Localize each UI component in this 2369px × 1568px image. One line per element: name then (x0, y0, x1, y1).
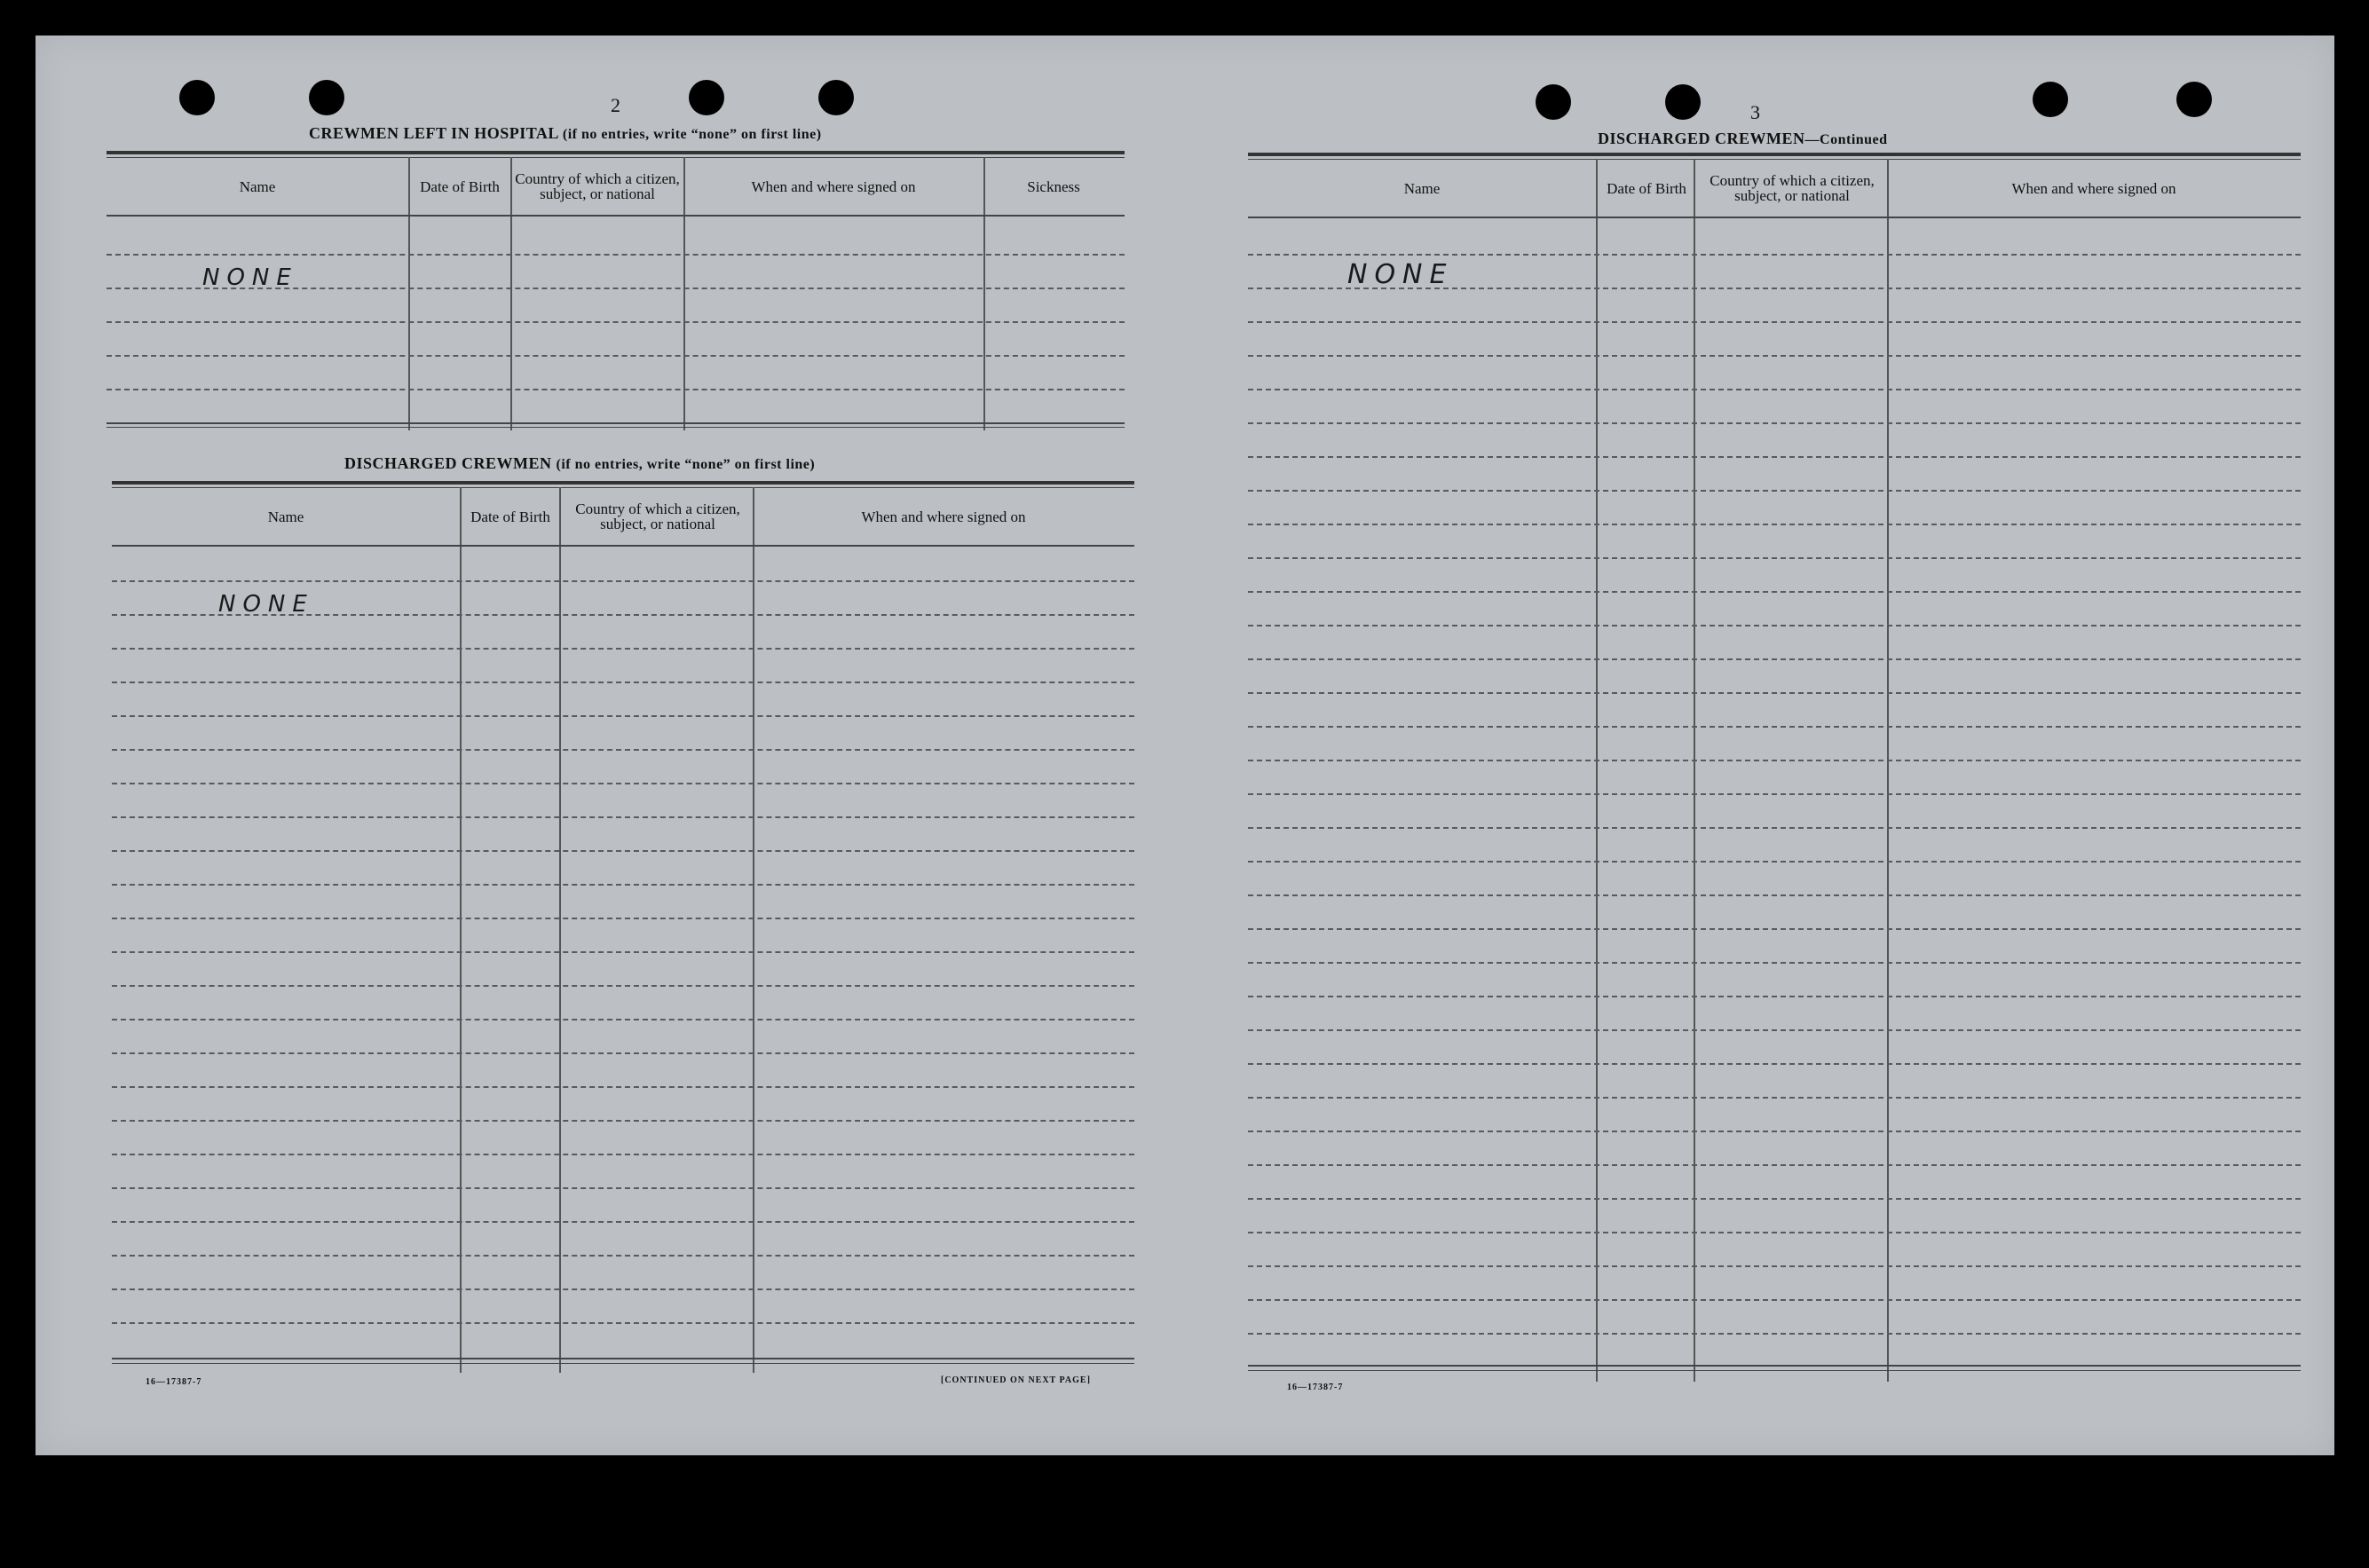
column-header-country: Country of which a citizen, subject, or national (1710, 172, 1875, 204)
table-top-rule (107, 151, 1125, 154)
punch-hole (1665, 84, 1701, 120)
column-header-date-of-birth: Date of Birth (420, 177, 500, 195)
handwritten-entry: NONE (1347, 259, 1454, 290)
column-header-signed-on: When and where signed on (861, 508, 1026, 525)
row-line (1248, 1097, 2301, 1099)
row-line (1248, 321, 2301, 323)
row-line (112, 1052, 1134, 1054)
row-line (1248, 490, 2301, 492)
column-header-signed-on: When and where signed on (2011, 179, 2176, 197)
row-line (1248, 760, 2301, 761)
punch-hole (689, 80, 724, 115)
table-bottom-rule (107, 427, 1125, 428)
table-bottom-rule (1248, 1370, 2301, 1371)
row-line (112, 1086, 1134, 1088)
row-line (112, 850, 1134, 852)
row-line (112, 1288, 1134, 1290)
punch-hole (2176, 82, 2212, 117)
row-line (1248, 1198, 2301, 1200)
row-line (1248, 1063, 2301, 1065)
row-line (112, 749, 1134, 751)
table-top-rule (112, 481, 1134, 485)
row-line (112, 682, 1134, 683)
section-title-text: CREWMEN LEFT IN HOSPITAL (309, 124, 558, 142)
column-header-name: Name (1403, 179, 1441, 197)
row-line (1248, 996, 2301, 997)
row-line (112, 1154, 1134, 1155)
punch-hole (1536, 84, 1571, 120)
hospital-table (107, 151, 1125, 430)
row-line (1248, 1029, 2301, 1031)
table-bottom-rule (1248, 1365, 2301, 1367)
row-line (107, 321, 1125, 323)
row-line (112, 1221, 1134, 1223)
row-line (1248, 1164, 2301, 1166)
row-line (112, 1255, 1134, 1257)
section-subtitle: (if no entries, write “none” on first line) (556, 457, 816, 472)
row-line (1248, 692, 2301, 694)
row-line (112, 1019, 1134, 1020)
column-divider (753, 487, 754, 1373)
page-number: 2 (611, 94, 620, 116)
column-header-name: Name (239, 177, 276, 195)
handwritten-entry: NONE (202, 264, 298, 291)
table-bottom-rule (107, 422, 1125, 424)
row-line (112, 1322, 1134, 1324)
column-header-country: Country of which a citizen, subject, or national (575, 500, 740, 532)
row-line (112, 816, 1134, 818)
discharged-continued-table (1248, 153, 2301, 1382)
row-line (1248, 1131, 2301, 1132)
table-bottom-rule (112, 1358, 1134, 1359)
column-header-date-of-birth: Date of Birth (1607, 179, 1686, 197)
row-line (1248, 422, 2301, 424)
row-line (107, 254, 1125, 256)
section-title (344, 454, 815, 473)
row-line (112, 1187, 1134, 1189)
row-line (1248, 793, 2301, 795)
row-line (1248, 625, 2301, 626)
section-title (1598, 130, 1888, 148)
row-line (1248, 894, 2301, 896)
section-subtitle: (if no entries, write “none” on first line) (562, 127, 822, 142)
row-line (112, 951, 1134, 953)
section-title (309, 124, 822, 143)
column-header-sickness: Sickness (1027, 177, 1080, 195)
row-line (1248, 524, 2301, 525)
row-line (107, 355, 1125, 357)
form-code: 16—17387-7 (1287, 1383, 1344, 1392)
punch-hole (2033, 82, 2068, 117)
punch-hole (309, 80, 344, 115)
row-line (112, 648, 1134, 650)
row-line (1248, 1232, 2301, 1233)
row-line (1248, 591, 2301, 593)
row-line (1248, 389, 2301, 390)
page-number: 3 (1750, 101, 1760, 123)
punch-hole (179, 80, 215, 115)
row-line (112, 918, 1134, 919)
form-code: 16—17387-7 (146, 1377, 202, 1387)
column-header-date-of-birth: Date of Birth (470, 508, 550, 525)
row-line (112, 715, 1134, 717)
header-bottom-rule (107, 215, 1125, 217)
row-line (112, 884, 1134, 886)
row-line (1248, 254, 2301, 256)
column-divider (460, 487, 462, 1373)
row-line (112, 1120, 1134, 1122)
column-header-signed-on: When and where signed on (751, 177, 916, 195)
punch-hole (818, 80, 854, 115)
row-line (1248, 827, 2301, 829)
row-line (107, 288, 1125, 289)
row-line (1248, 1265, 2301, 1267)
row-line (1248, 928, 2301, 930)
header-bottom-rule (112, 545, 1134, 547)
row-line (1248, 962, 2301, 964)
row-line (112, 580, 1134, 582)
table-top-rule (1248, 153, 2301, 156)
row-line (1248, 1333, 2301, 1335)
section-title-text: DISCHARGED CREWMEN (344, 454, 552, 472)
header-bottom-rule (1248, 217, 2301, 218)
table-bottom-rule (112, 1363, 1134, 1364)
form-sheet (36, 35, 2334, 1455)
column-header-country: Country of which a citizen, subject, or national (515, 170, 680, 202)
row-line (1248, 456, 2301, 458)
column-divider (559, 487, 561, 1373)
handwritten-entry: NONE (218, 591, 314, 618)
row-line (1248, 726, 2301, 728)
row-line (1248, 355, 2301, 357)
row-line (1248, 658, 2301, 660)
section-subtitle: —Continued (1804, 132, 1888, 147)
row-line (112, 985, 1134, 987)
row-line (107, 389, 1125, 390)
column-header-name: Name (267, 508, 304, 525)
continued-note: [CONTINUED ON NEXT PAGE] (941, 1375, 1091, 1385)
row-line (1248, 288, 2301, 289)
row-line (112, 614, 1134, 616)
row-line (112, 783, 1134, 784)
section-title-text: DISCHARGED CREWMEN (1598, 130, 1805, 147)
row-line (1248, 861, 2301, 863)
row-line (1248, 1299, 2301, 1301)
row-line (1248, 557, 2301, 559)
discharged-table (112, 481, 1134, 1373)
